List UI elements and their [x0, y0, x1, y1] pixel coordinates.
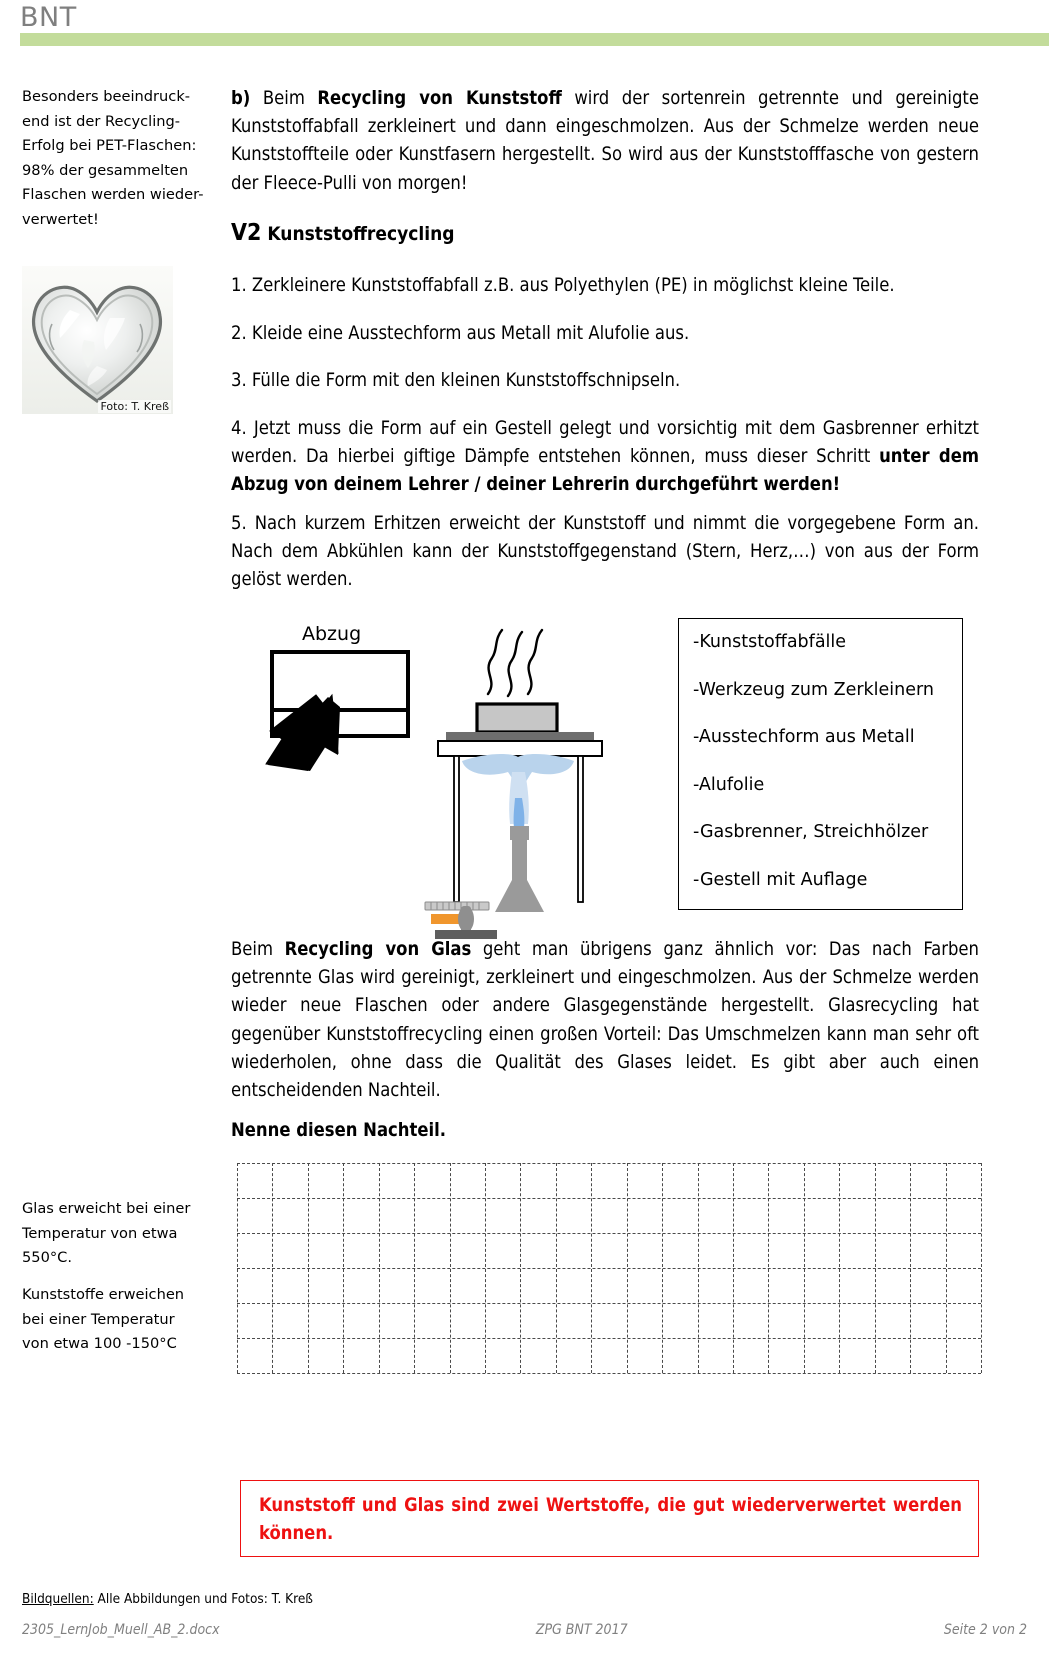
side-note-plastic-temp	[22, 1283, 207, 1357]
grid-line-vertical	[591, 1163, 592, 1373]
grid-line-vertical	[450, 1163, 451, 1373]
side-note-line: Besonders beeindruck-	[22, 88, 191, 105]
step-5: 5. Nach kurzem Erhitzen erweicht der Kunststoff und nimmt die vorgegebene Form an. Nach dem Abkühlen kann der Kunststoffgegenstand (Stern, Herz,…) von aus der Form gelöst werden.	[231, 513, 979, 591]
footer-center: ZPG BNT 2017	[535, 1622, 628, 1638]
grid-line-vertical	[485, 1163, 486, 1373]
paragraph-b-marker: b)	[231, 88, 251, 109]
paragraph-b-lead: Beim	[250, 88, 318, 109]
answer-summary-box	[240, 1480, 979, 1557]
grid-line-vertical	[698, 1163, 699, 1373]
paragraph-b-rest: wird der sortenrein getrennte und gereinigte Kunststoffabfall zerkleinert und dann eingeschmolzen. Aus der Schmelze werden neue Kunststoffteile oder Kunstfasern hergestellt. So wird aus der Kunststofffasche von gestern der Fleece-Pulli von morgen!	[231, 88, 979, 194]
grid-line-vertical	[946, 1163, 947, 1373]
step-1: 1. Zerkleinere Kunststoffabfall z.B. aus Polyethylen (PE) in möglichst kleine Teile.	[231, 275, 895, 296]
grid-line-vertical	[662, 1163, 663, 1373]
smoke-icon	[488, 630, 542, 696]
gas-burner-apparatus-icon	[432, 622, 662, 912]
image-sources	[22, 1590, 313, 1608]
footer-page-number: Seite 2 von 2	[943, 1622, 1027, 1638]
grid-line-vertical	[910, 1163, 911, 1373]
step-3: 3. Fülle die Form mit den kleinen Kunststoffschnipseln.	[231, 370, 681, 391]
answer-summary-text: Kunststoff und Glas sind zwei Wertstoffe, die gut wiederverwertet werden können.	[259, 1495, 962, 1544]
materials-list	[679, 619, 962, 891]
stand-leg-left-icon	[454, 756, 459, 902]
grid-line-vertical	[308, 1163, 309, 1373]
grid-line-vertical	[556, 1163, 557, 1373]
material-item: -Alufolie	[693, 774, 765, 795]
materials-list-box	[678, 618, 963, 910]
footer-filename: 2305_LernJob_Muell_AB_2.docx	[22, 1622, 220, 1638]
side-note-glass-temp	[22, 1197, 207, 1271]
image-sources-label: Bildquellen:	[22, 1591, 94, 1607]
grid-line-vertical	[981, 1163, 982, 1373]
side-note-line: 98% der gesammelten	[22, 161, 189, 179]
glass-rest: geht man übrigens ganz ähnlich vor: Das nach Farben getrennte Glas wird gereinigt, zerkleinert und eingeschmolzen. Aus der Schmelze werden wieder neue Flaschen oder andere Glasgegenstände hergestellt. Glasrecycling hat gegenüber Kunststoffrecycling einen großen Vorteil: Das Umschmelzen kann man sehr oft wiederholen, ohne dass die Qualität des Glases leidet. Es gibt aber auch einen entscheidenden Nachteil.	[231, 939, 979, 1102]
paragraph-b-recycling-kunststoff	[231, 85, 979, 198]
glass-lead: Beim	[231, 939, 285, 960]
grid-line-vertical	[343, 1163, 344, 1373]
grid-line-vertical	[733, 1163, 734, 1373]
header-rule	[20, 33, 1049, 46]
grid-line-vertical	[379, 1163, 380, 1373]
material-item: -Kunststoffabfälle	[693, 632, 847, 652]
material-item: -Werkzeug zum Zerkleinern	[693, 679, 934, 700]
page-header	[0, 0, 1049, 48]
arrow-icon	[258, 667, 388, 772]
grid-line-vertical	[839, 1163, 840, 1373]
heading-v2-label: Kunststoffrecycling	[261, 223, 455, 245]
material-item: -Ausstechform aus Metall	[693, 727, 915, 747]
experiment-illustration	[262, 622, 662, 912]
step-2: 2. Kleide eine Ausstechform aus Metall mit Alufolie aus.	[231, 323, 690, 344]
material-item: -Gasbrenner, Streichhölzer	[693, 822, 929, 842]
material-item: -Gestell mit Auflage	[693, 869, 868, 890]
grid-line-vertical	[768, 1163, 769, 1373]
side-note-line: 550°C.	[22, 1249, 72, 1266]
heading-v2	[231, 220, 979, 246]
grid-line-vertical	[804, 1163, 805, 1373]
side-note-line: von etwa 100 -150°C	[22, 1335, 177, 1352]
paragraph-recycling-glas	[231, 936, 979, 1105]
side-note-line: verwertet!	[22, 210, 99, 228]
grid-line-vertical	[627, 1163, 628, 1373]
side-note-line: Temperatur von etwa	[22, 1224, 178, 1242]
heading-v2-number: V2	[231, 220, 262, 246]
stand-leg-right-icon	[578, 756, 583, 902]
gas-valve-orange-icon	[431, 914, 459, 924]
side-note-line: Flaschen werden wieder-	[22, 186, 204, 203]
glass-bold: Recycling von Glas	[284, 939, 472, 960]
grid-line-horizontal	[237, 1303, 981, 1304]
step-4-text: 4. Jetzt muss die Form auf ein Gestell gelegt und vorsichtig mit dem Gasbrenner erhitzt werden. Da hierbei giftige Dämpfe entstehen können, muss dieser Schritt	[231, 418, 979, 468]
side-note-pet	[22, 85, 207, 232]
page-footer	[22, 1622, 1027, 1638]
side-note-line: Glas erweicht bei einer	[22, 1200, 191, 1217]
grid-line-horizontal	[237, 1338, 981, 1339]
grid-line-horizontal	[237, 1198, 981, 1199]
heart-photo-image	[22, 266, 173, 414]
page-title: BNT	[20, 2, 77, 33]
burner-tube-icon	[512, 838, 527, 882]
side-note-line: Erfolg bei PET-Flaschen:	[22, 137, 197, 154]
answer-grid[interactable]	[237, 1163, 981, 1373]
burner-collar-icon	[510, 826, 529, 840]
photo-caption: Foto: T. Kreß	[100, 400, 169, 413]
grid-line-horizontal	[237, 1373, 981, 1374]
image-sources-text: Alle Abbildungen und Fotos: T. Kreß	[93, 1591, 313, 1607]
grid-line-vertical	[237, 1163, 238, 1373]
photo-plastic-heart	[22, 266, 173, 414]
side-note-line: bei einer Temperatur	[22, 1310, 175, 1328]
step-4-warning: unter dem Abzug von deinem Lehrer / deiner Lehrerin durchgeführt werden!	[231, 446, 980, 496]
question-nenne-nachteil: Nenne diesen Nachteil.	[231, 1120, 447, 1141]
side-note-line: Kunststoffe erweichen	[22, 1286, 185, 1303]
grid-line-horizontal	[237, 1233, 981, 1234]
paragraph-b-bold: Recycling von Kunststoff	[317, 88, 562, 109]
step-4	[231, 415, 979, 500]
grid-line-horizontal	[237, 1163, 981, 1164]
grid-line-horizontal	[237, 1268, 981, 1269]
stand-top-icon	[438, 741, 602, 756]
abzug-label: Abzug	[302, 623, 362, 645]
grid-line-vertical	[414, 1163, 415, 1373]
grid-line-vertical	[875, 1163, 876, 1373]
grid-line-vertical	[520, 1163, 521, 1373]
burner-base-icon	[405, 900, 545, 940]
grid-line-vertical	[272, 1163, 273, 1373]
side-note-line: end ist der Recycling-	[22, 112, 181, 130]
metal-mold-icon	[477, 704, 557, 732]
support-plate-icon	[446, 732, 594, 741]
